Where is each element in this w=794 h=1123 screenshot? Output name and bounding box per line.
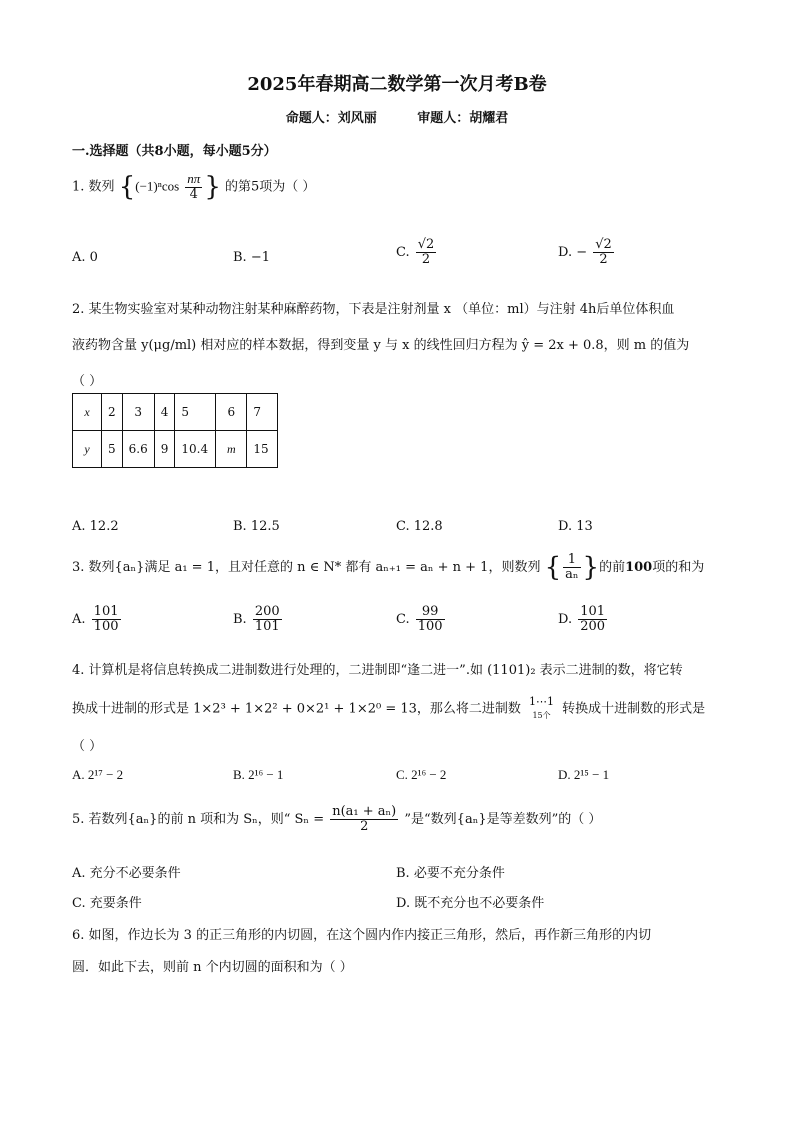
table-row-x: x 2 3 4 5 6 7 xyxy=(73,394,278,431)
q1-term: (−1)ⁿcos xyxy=(135,178,180,194)
table-row-y: y 5 6.6 9 10.4 m 15 xyxy=(73,431,278,468)
q4-option-d[interactable]: D. 2¹⁵ − 1 xyxy=(558,767,610,782)
q1-frac-num: nπ xyxy=(187,171,201,186)
q4-option-c[interactable]: C. 2¹⁶ − 2 xyxy=(396,767,447,782)
q1-option-d[interactable]: D. − $\frac{√2}{2}$ xyxy=(558,237,612,267)
q3-option-c[interactable]: C. $\frac{99}{100}$ xyxy=(396,604,443,634)
q2-option-c[interactable]: C. 12.8 xyxy=(396,519,443,534)
section-heading: 一.选择题（共8小题，每小题5分） xyxy=(72,144,277,159)
q4-option-a[interactable]: A. 2¹⁷ − 2 xyxy=(72,767,124,782)
question-3: 3. 数列{aₙ}满足 a₁ = 1，且对任意的 n ∈ N* 都有 aₙ₊₁ = aₙ + n + 1，则数列 { $\frac{1}{\text{aₙ}}$ }的前100项的和为 xyxy=(72,552,705,583)
q1-frac-den: 4 xyxy=(189,187,198,202)
q5-option-b[interactable]: B. 必要不充分条件 xyxy=(396,866,505,881)
q4-line-2: 换成十进制的形式是 1×2³ + 1×2² + 0×2¹ + 1×2⁰ = 13，那么将二进制数 1⋯1 15个 转换成十进制数的形式是 xyxy=(72,695,706,720)
q4-line-3: （ ） xyxy=(72,739,103,754)
q1-option-b[interactable]: B. −1 xyxy=(233,250,270,265)
q3-option-a[interactable]: A. $\frac{101}{100}$ xyxy=(72,604,119,634)
q2-data-table xyxy=(72,393,278,468)
authors-line xyxy=(0,107,794,126)
q2-line-3: （ ） xyxy=(72,374,103,389)
q2-line-2: 液药物含量 y(μg/ml) 相对应的样本数据，得到变量 y 与 x 的线性回归方程为 ŷ = 2x + 0.8，则 m 的值为 xyxy=(72,338,690,353)
q1-option-c[interactable]: C. $\frac{√2}{2}$ xyxy=(396,237,435,267)
reviewer: 审题人：胡耀君 xyxy=(417,111,509,126)
q2-option-a[interactable]: A. 12.2 xyxy=(72,519,119,534)
q3-option-b[interactable]: B. $\frac{200}{101}$ xyxy=(233,604,280,634)
exam-title: 2025年春期高二数学第一次月考B卷 xyxy=(247,74,547,95)
q6-line-2: 圆．如此下去，则前 n 个内切圆的面积和为（ ） xyxy=(72,960,353,975)
question-5: 5. 若数列{aₙ}的前 n 项和为 Sₙ，则“ Sₙ = $\frac{\text{n(a₁ + aₙ)}}{2}$ ”是“数列{aₙ}是等差数列”的（ ） xyxy=(72,804,602,834)
q5-option-a[interactable]: A. 充分不必要条件 xyxy=(72,866,181,881)
q2-option-d[interactable]: D. 13 xyxy=(558,519,593,534)
q1-label: 1. 数列 xyxy=(72,179,115,195)
q4-line-1: 4. 计算机是将信息转换成二进制数进行处理的，二进制即“逢二进一”.如 (1101)₂ 表示二进制的数，将它转 xyxy=(72,663,683,678)
q1-option-a[interactable]: A. 0 xyxy=(72,250,98,265)
q3-option-d[interactable]: D. $\frac{101}{200}$ xyxy=(558,604,606,634)
q2-option-b[interactable]: B. 12.5 xyxy=(233,519,280,534)
q1-tail: 的第5项为（ ） xyxy=(225,179,316,195)
q5-option-d[interactable]: D. 既不充分也不必要条件 xyxy=(396,896,545,911)
q6-line-1: 6. 如图，作边长为 3 的正三角形的内切圆，在这个圆内作内接正三角形，然后，再作新三角形的内切 xyxy=(72,928,652,943)
q2-line-1: 2. 某生物实验室对某种动物注射某种麻醉药物，下表是注射剂量 x （单位：ml）与注射 4h后单位体积血 xyxy=(72,302,675,317)
q4-option-b[interactable]: B. 2¹⁶ − 1 xyxy=(233,767,284,782)
question-1: 1. 数列 {(−1)ⁿcos $\frac{n\pi}{4}$ } 的第5项为（ ） xyxy=(72,171,316,202)
q3-stem: 3. 数列{aₙ}满足 a₁ = 1，且对任意的 n ∈ N* 都有 aₙ₊₁ = aₙ + n + 1，则数列 xyxy=(72,560,541,575)
q5-option-c[interactable]: C. 充要条件 xyxy=(72,896,142,911)
proposer: 命题人：刘风丽 xyxy=(285,111,377,126)
